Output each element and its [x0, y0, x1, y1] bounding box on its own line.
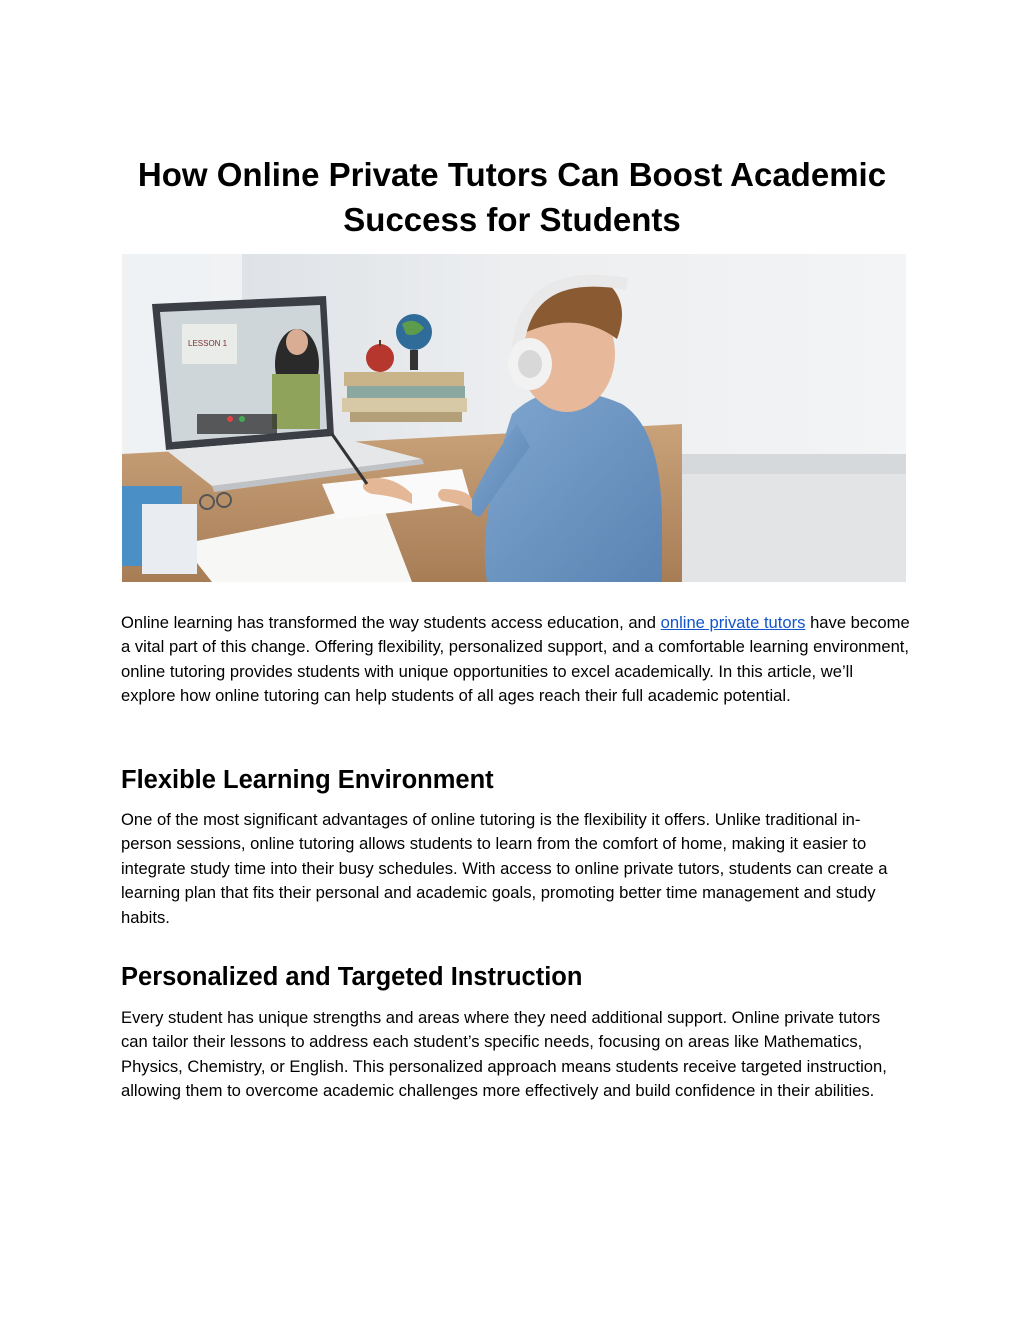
intro-text-after-link: have become a vital part of this change. Offering flexibility, personalized support, and a comfortable learning environment, online tutoring provides students with unique opportunities to excel academically. In this article, we’ll explore how online tutoring can help students of all ages reach their full academic potential.: [121, 613, 910, 706]
screen-lesson-text: LESSON 1: [188, 339, 228, 348]
section-body-personalized: Every student has unique strengths and areas where they need additional support. Online private tutors can tailor their lessons to address each student’s specific needs, focusing on areas like Mathematics, Physics, Chemistry, or English. This personalized approach means students receive targeted instruction, allowing them to overcome academic challenges more effectively and build confidence in their abilities.: [121, 1008, 887, 1101]
intro-paragraph: [121, 611, 911, 709]
intro-text-before-link: Online learning has transformed the way students access education, and: [121, 613, 661, 632]
section-heading-personalized: Personalized and Targeted Instruction: [121, 963, 583, 991]
online-private-tutors-link[interactable]: online private tutors: [660, 613, 806, 632]
section-body-flexible: One of the most significant advantages of online tutoring is the flexibility it offers. Unlike traditional in-person sessions, online tutoring allows students to learn from the comfort of home, making it easier to integrate study time into their busy schedules. With access to online private tutors, students can create a learning plan that fits their personal and academic goals, promoting better time management and study habits.: [121, 810, 888, 927]
article-title: How Online Private Tutors Can Boost Academic Success for Students: [137, 156, 887, 238]
hero-image: [122, 254, 906, 582]
section-heading-flexible: Flexible Learning Environment: [121, 766, 494, 794]
